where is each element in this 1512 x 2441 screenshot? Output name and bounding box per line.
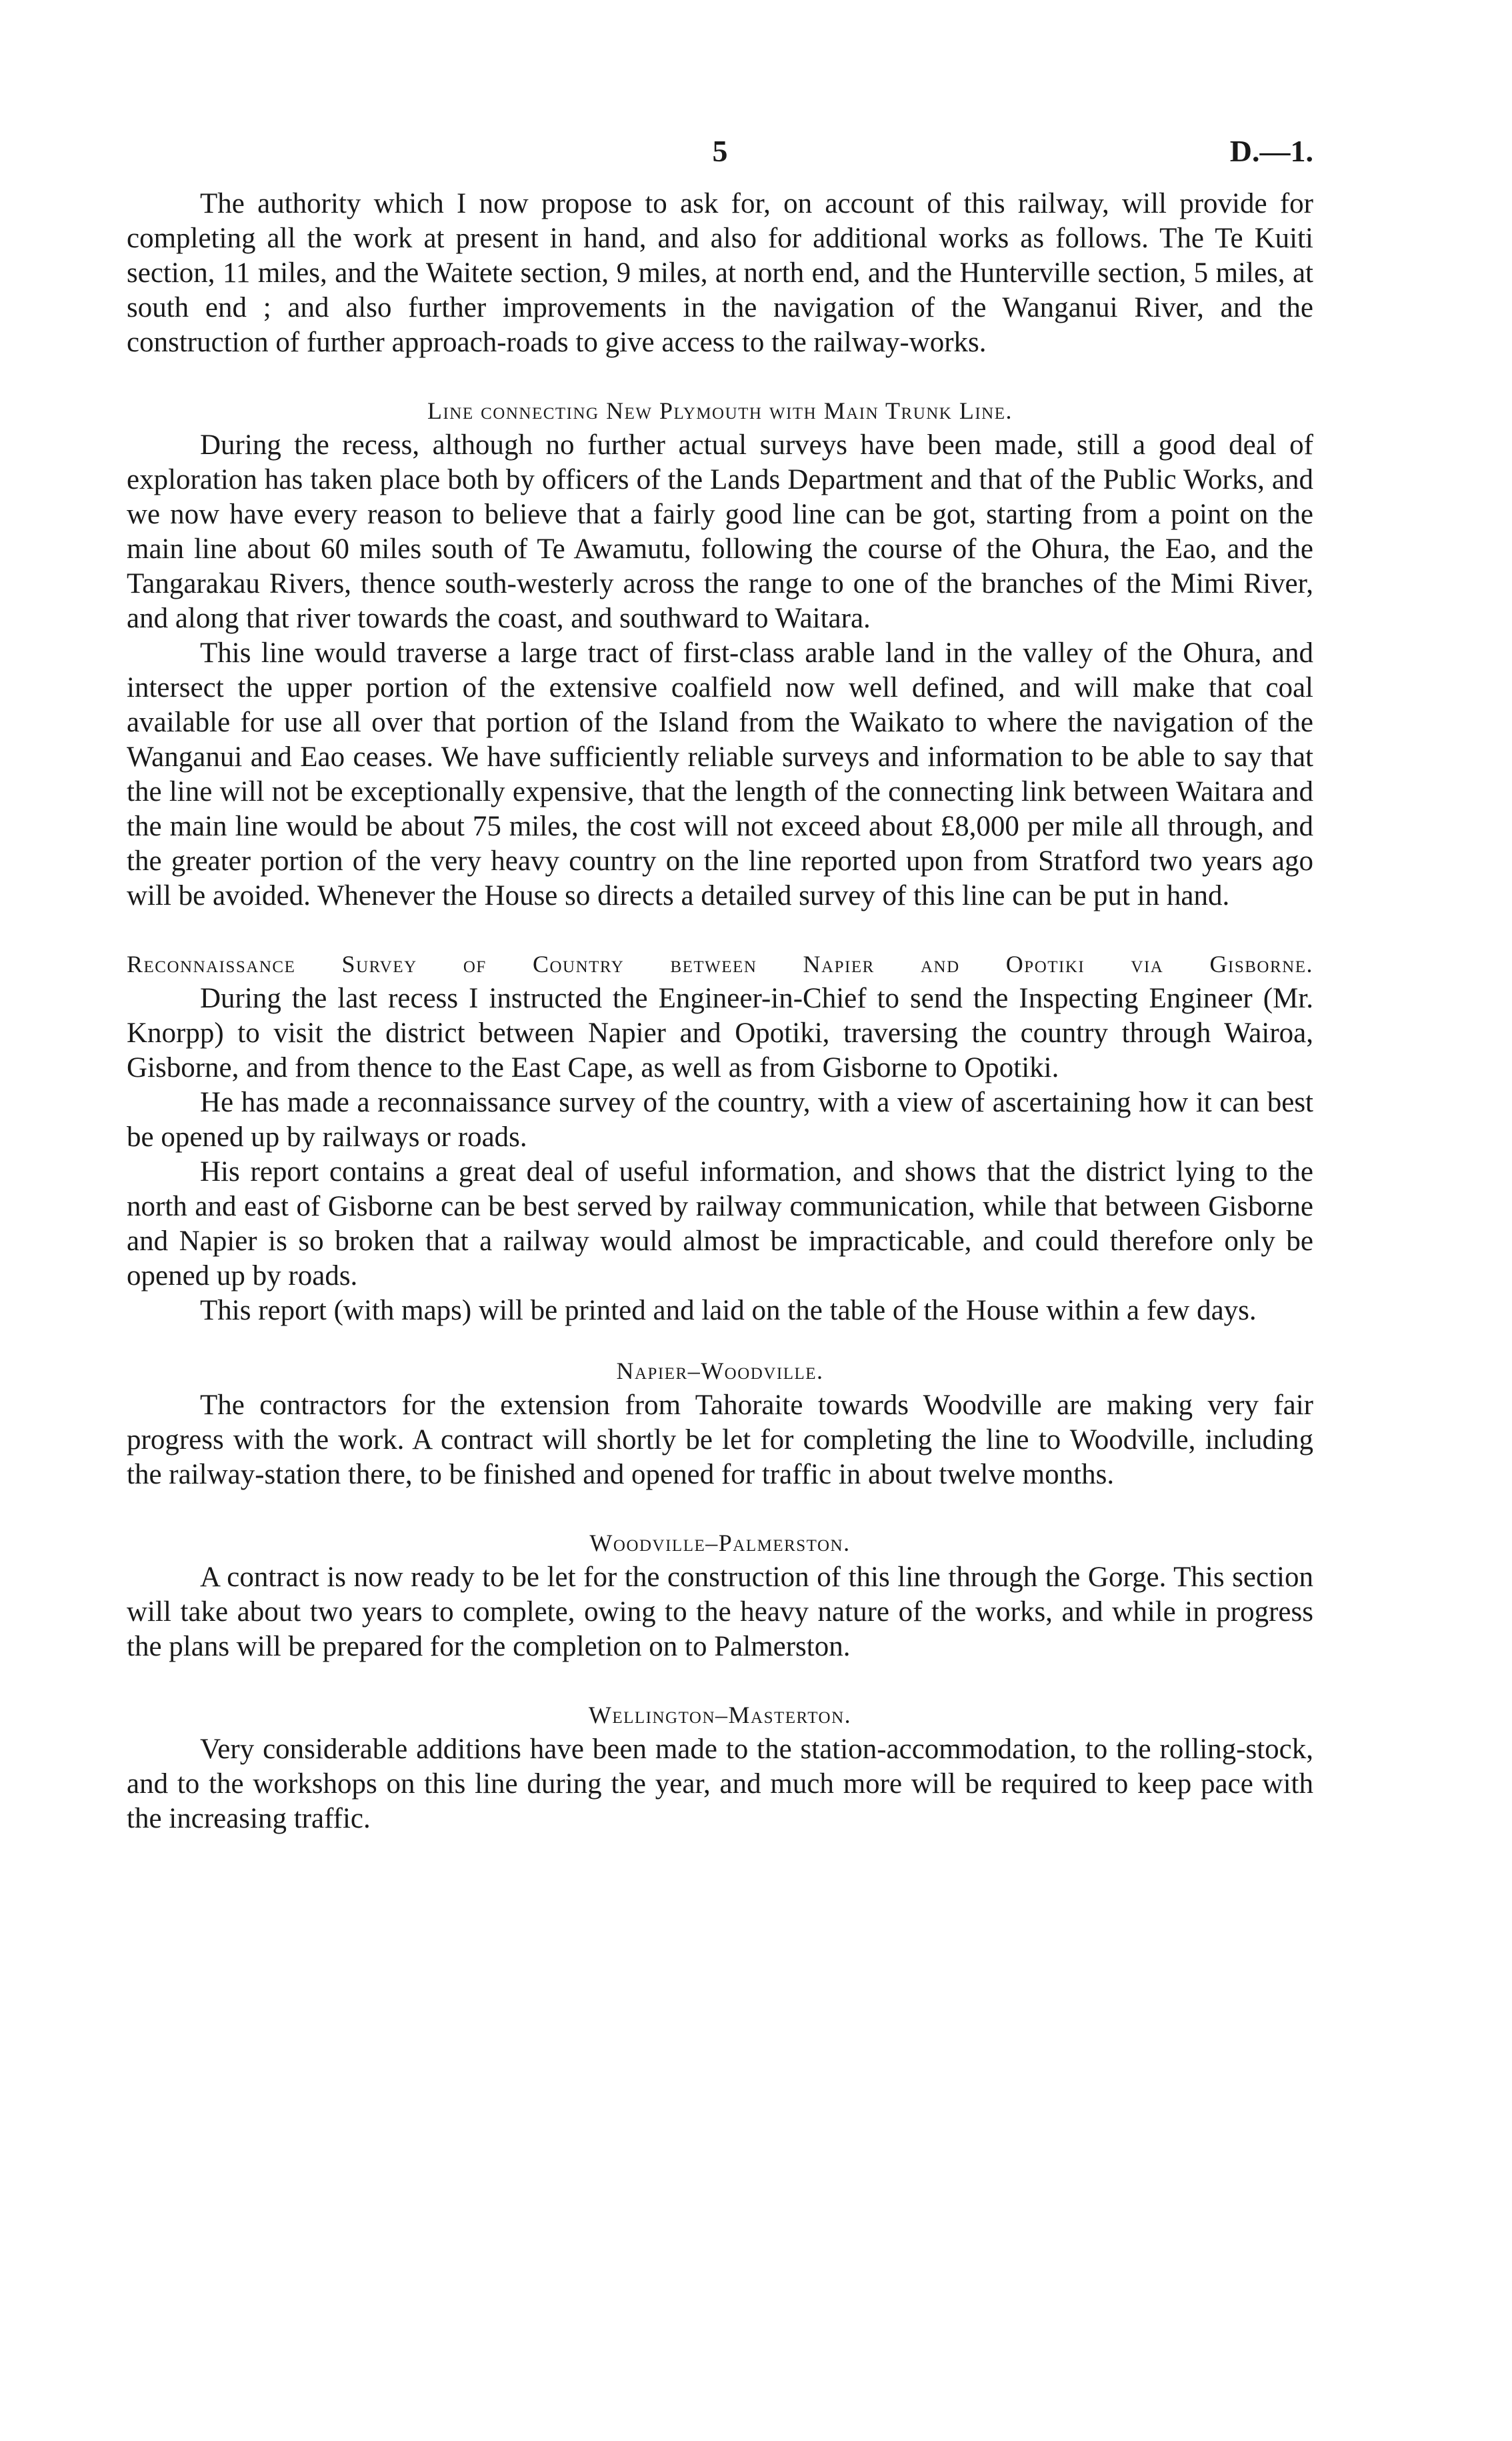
- section-heading: Reconnaissance Survey of Country between Napier and Opotiki via Gisborne.: [127, 951, 1313, 977]
- section-reconnaissance-survey: [127, 947, 1313, 1328]
- paragraph: This report (with maps) will be printed and laid on the table of the House within a few days.: [200, 1295, 1257, 1326]
- intro-section: [127, 187, 1313, 360]
- paragraph: The authority which I now propose to ask for, on account of this railway, will provide for completing all the work at present in hand, and also for additional works as follows. The Te Kuiti section, 11 miles, and the Waitete section, 9 miles, at north end, and the Hunterville section, 5 miles, at south end ; and also further improvements in the navigation of the Wanganui River, and the construction of further approach-roads to give access to the railway-works.: [127, 188, 1313, 358]
- section-heading: Wellington–Masterton.: [588, 1702, 852, 1728]
- section-wellington-masterton: [127, 1698, 1313, 1836]
- paragraph: A contract is now ready to be let for the construction of this line through the Gorge. This section will take about two years to complete, owing to the heavy nature of the works, and while in progress the plans will be prepared for the completion on to Palmerston.: [127, 1562, 1313, 1662]
- paragraph: The contractors for the extension from Tahoraite towards Woodville are making very fair progress with the work. A contract will shortly be let for completing the line to Woodville, including the railway-station there, to be finished and opened for traffic in about twelve months.: [127, 1390, 1313, 1490]
- document-reference: D.—1.: [1229, 134, 1313, 168]
- paragraph: During the recess, although no further actual surveys have been made, still a good deal of exploration has taken place both by officers of the Lands Department and that of the Public Works, and we now have every reason to believe that a fairly good line can be got, starting from a point on the main line about 60 miles south of Te Awamutu, following the course of the Ohura, the Eao, and the Tangarakau Rivers, thence south-westerly across the range to one of the branches of the Mimi River, and along that river towards the coast, and southward to Waitara.: [127, 429, 1313, 634]
- paragraph: He has made a reconnaissance survey of the country, with a view of ascertaining how it can best be opened up by railways or roads.: [127, 1087, 1313, 1153]
- section-new-plymouth-line: [127, 393, 1313, 913]
- document-page: [127, 133, 1313, 1836]
- section-woodville-palmerston: [127, 1526, 1313, 1664]
- section-napier-woodville: [127, 1354, 1313, 1492]
- page-number: 5: [712, 134, 728, 168]
- paragraph: Very considerable additions have been made to the station-accommodation, to the rolling-stock, and to the workshops on this line during the year, and much more will be required to keep pace with the increasing traffic.: [127, 1734, 1313, 1834]
- section-heading: Napier–Woodville.: [616, 1358, 824, 1384]
- section-heading: Woodville–Palmerston.: [589, 1530, 851, 1556]
- paragraph: His report contains a great deal of useful information, and shows that the district lying to the north and east of Gisborne can be best served by railway communication, while that between Gisborne and Napier is so broken that a railway would almost be impracticable, and could therefore only be opened up by roads.: [127, 1156, 1313, 1292]
- paragraph: This line would traverse a large tract of first-class arable land in the valley of the Ohura, and intersect the upper portion of the extensive coalfield now well defined, and will make that coal available for use all over that portion of the Island from the Waikato to where the navigation of the Wanganui and Eao ceases. We have sufficiently reliable surveys and information to be able to say that the line will not be exceptionally expensive, that the length of the connecting link between Waitara and the main line would be about 75 miles, the cost will not exceed about £8,000 per mile all through, and the greater portion of the very heavy country on the line reported upon from Stratford two years ago will be avoided. Whenever the House so directs a detailed survey of this line can be put in hand.: [127, 637, 1313, 911]
- page-header: [127, 133, 1313, 187]
- section-heading: Line connecting New Plymouth with Main Trunk Line.: [427, 397, 1013, 424]
- paragraph: During the last recess I instructed the Engineer-in-Chief to send the Inspecting Engineer (Mr. Knorpp) to visit the district between Napier and Opotiki, traversing the country through Wairoa, Gisborne, and from thence to the East Cape, as well as from Gisborne to Opotiki.: [127, 983, 1313, 1083]
